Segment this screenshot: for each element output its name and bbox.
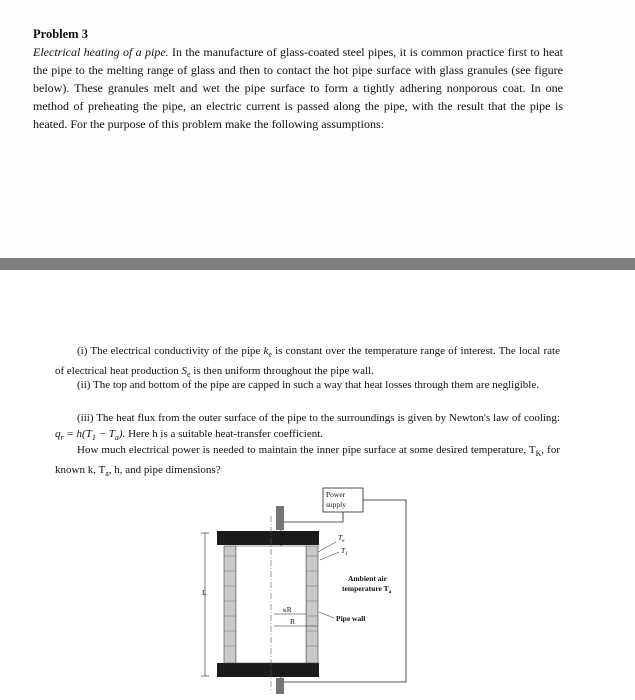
- assumption-1: (i) The electrical conductivity of the pipe $k_e$ is constant over the temperature range of interest. The local rate of electrical heat production $S_e$ is then uniform throughout the pipe wall.: [55, 345, 560, 380]
- problem-intro: [33, 43, 563, 133]
- assumption-2: (ii) The top and bottom of the pipe are capped in such a way that heat losses through them are negligible.: [77, 379, 539, 391]
- bottom-cap: [217, 663, 319, 677]
- upper-page: [0, 0, 635, 258]
- intro-italic: Electrical heating of a pipe.: [33, 45, 169, 59]
- label-Tk: $T_\kappa$: [338, 533, 345, 544]
- top-cap: [217, 531, 319, 545]
- problem-title: Problem 3: [33, 27, 88, 41]
- label-T1: $T_1$: [341, 546, 348, 557]
- assumption-3: (iii) The heat flux from the outer surface of the pipe to the surroundings is given by Newton's law of cooling: $q_r = h(T_1 - T_a)$. Here h is a suitable heat-transfer coefficient.: [55, 412, 560, 443]
- ambient-label-1: Ambient air: [348, 574, 387, 583]
- intro-text: In the manufacture of glass-coated steel pipes, it is common practice first to heat the pipe to the melting range of glass and then to contact the hot pipe surface with glass granules (see figure below). These granules melt and wet the pipe surface to form a tightly adhering nonporous coat. In one method of preheating the pipe, an electric current is passed along the pipe, with the result that the pipe is heated. For the purpose of this problem make the following assumptions:: [33, 45, 563, 131]
- question-text: How much electrical power is needed to maintain the inner pipe surface at some desired temperature, $T_K$, for known k, $T_a$, h, and pipe dimensions?: [55, 444, 561, 479]
- ambient-label-2: temperature $T_a$: [342, 584, 392, 595]
- page-divider: [0, 258, 635, 270]
- power-supply-label-2: supply: [326, 500, 347, 509]
- pipe-wall-label: Pipe wall: [336, 614, 366, 623]
- label-kR: κR: [283, 605, 292, 614]
- power-supply-label-1: Power: [326, 490, 346, 499]
- label-L: L: [202, 588, 207, 597]
- pipe-wall-left: [224, 546, 236, 663]
- label-R: R: [290, 617, 296, 626]
- top-electrode: [276, 506, 284, 530]
- pipe-wall-right: [306, 546, 318, 663]
- bottom-electrode: [276, 678, 284, 694]
- pipe-diagram: [190, 486, 430, 696]
